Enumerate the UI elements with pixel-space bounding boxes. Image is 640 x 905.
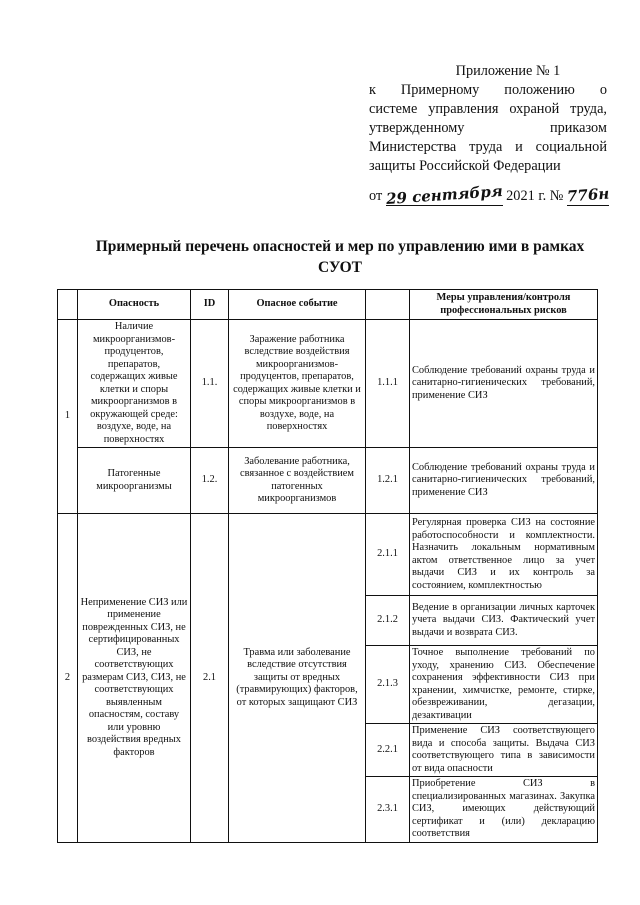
order-date	[385, 181, 504, 209]
measure-id-cell: 2.1.1	[366, 514, 410, 596]
order-line	[369, 181, 610, 209]
measure-cell: Приобретение СИЗ в специализированных магазинах. Закупка СИЗ, имеющих действующий сертификат и (или) декларацию соответствия	[410, 777, 598, 843]
order-date-handwritten: 29 сентября	[385, 181, 504, 209]
event-cell: Заражение работника вследствие воздействия микроорганизмов-продуцентов, препаратов, содержащих живые клетки и споры микроорганизмов в воздухе, воде, на поверхностях	[229, 320, 366, 448]
order-prefix: от	[369, 188, 383, 204]
approval-line-3: утвержденному приказом	[369, 120, 607, 136]
measure-id-cell: 1.1.1	[366, 320, 410, 448]
measure-id-cell: 1.2.1	[366, 448, 410, 514]
group-number: 1	[58, 320, 78, 514]
approval-block	[369, 62, 607, 176]
group-number: 2	[58, 514, 78, 843]
header-event: Опасное событие	[229, 290, 366, 320]
measure-cell: Применение СИЗ соответствующего вида и способа защиты. Выдача СИЗ соответствующего типа в зависимости от вида опасности	[410, 724, 598, 777]
document-title: Примерный перечень опасностей и мер по управлению ими в рамках СУОТ	[95, 238, 585, 276]
header-measures: Меры управления/контроля профессиональных рисков	[410, 290, 598, 320]
header-hazard: Опасность	[78, 290, 191, 320]
measure-id-cell: 2.2.1	[366, 724, 410, 777]
table-row	[58, 320, 598, 448]
header-id: ID	[191, 290, 229, 320]
header-measure-id	[366, 290, 410, 320]
approval-line-1: к Примерному положению о	[369, 82, 607, 98]
id-cell: 1.1.	[191, 320, 229, 448]
measure-id-cell: 2.1.2	[366, 596, 410, 646]
hazard-cell: Патогенные микроорганизмы	[78, 448, 191, 514]
measure-cell: Ведение в организации личных карточек учета выдачи СИЗ. Фактический учет выдачи и возврата СИЗ.	[410, 596, 598, 646]
measure-cell: Соблюдение требований охраны труда и санитарно-гигиенических требований, применение СИЗ	[410, 320, 598, 448]
table-header-row	[58, 290, 598, 320]
approval-line-4: Министерства труда и социальной	[369, 139, 607, 155]
approval-line-2: системе управления охраной труда,	[369, 101, 607, 117]
header-num	[58, 290, 78, 320]
hazards-table	[57, 289, 598, 843]
approval-line-5: защиты Российской Федерации	[369, 158, 561, 174]
id-cell: 2.1	[191, 514, 229, 843]
id-cell: 1.2.	[191, 448, 229, 514]
measure-cell: Точное выполнение требований по уходу, хранению СИЗ. Обеспечение сохранения эффективности СИЗ при хранении, химчистке, ремонте, стирке, обезвреживании, дегазации, дезактивации	[410, 646, 598, 724]
table-row	[58, 514, 598, 596]
event-cell: Заболевание работника, связанное с воздействием патогенных микроорганизмов	[229, 448, 366, 514]
measure-cell: Соблюдение требований охраны труда и санитарно-гигиенических требований, применение СИЗ	[410, 448, 598, 514]
measure-id-cell: 2.1.3	[366, 646, 410, 724]
event-cell: Травма или заболевание вследствие отсутствия защиты от вредных (травмирующих) факторов, от которых защищают СИЗ	[229, 514, 366, 843]
annex-title: Приложение № 1	[455, 63, 561, 79]
order-number-handwritten: 776н	[566, 184, 610, 206]
order-number	[567, 186, 609, 206]
measure-cell: Регулярная проверка СИЗ на состояние работоспособности и комплектности. Назначить локальным нормативным актом ответственное лицо за учет выдачи СИЗ и их контроль за состоянием, комплектностью	[410, 514, 598, 596]
measure-id-cell: 2.3.1	[366, 777, 410, 843]
table-row	[58, 448, 598, 514]
hazard-cell: Неприменение СИЗ или применение поврежденных СИЗ, не сертифицированных СИЗ, не соответствующих размерам СИЗ, СИЗ, не соответствующих выявленным опасностям, составу или уровню воздействия вредных факторов	[78, 514, 191, 843]
hazard-cell: Наличие микроорганизмов-продуцентов, препаратов, содержащих живые клетки и споры микроорганизмов в окружающей среде: воздухе, воде, на поверхностях	[78, 320, 191, 448]
order-year: 2021 г. №	[506, 188, 564, 204]
